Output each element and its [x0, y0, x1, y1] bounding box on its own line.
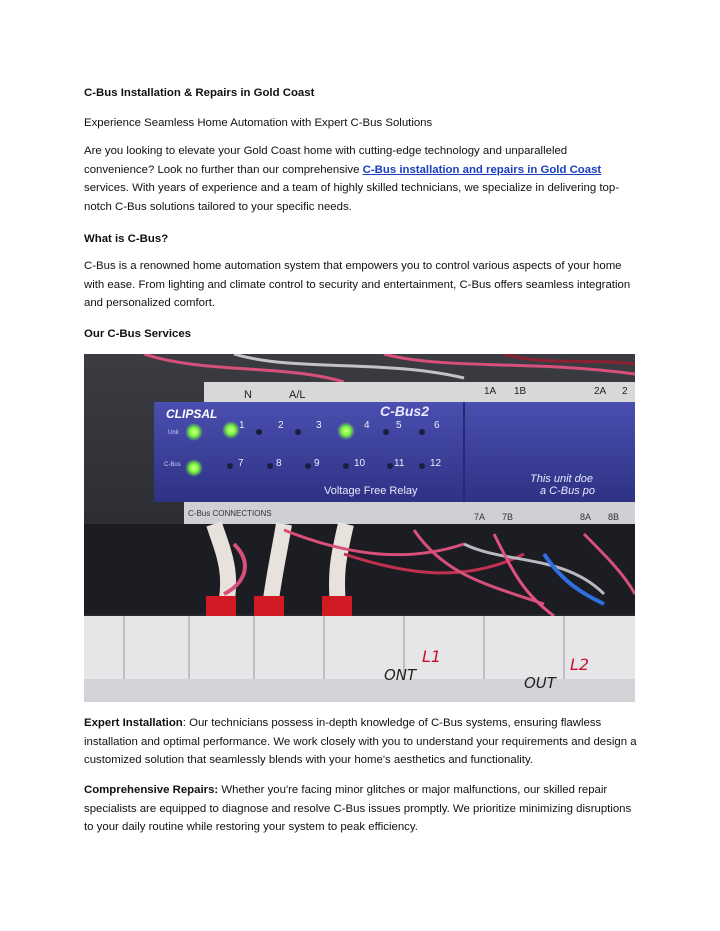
channel-led-11-icon: [387, 463, 393, 469]
side-text-line-1: This unit doe: [530, 473, 593, 485]
terminal-label-8a: 8A: [580, 512, 592, 522]
intro-paragraph: [84, 142, 640, 216]
handwritten-ont: ONT: [384, 666, 417, 684]
channel-num-11: 11: [394, 458, 405, 469]
cbus-led-icon: [185, 459, 203, 477]
terminal-label-1b: 1B: [514, 386, 527, 397]
channel-led-6-icon: [419, 429, 425, 435]
service-repairs-body: Whether you're facing minor glitches or major malfunctions, our skilled repair specialists are equipped to diagnose and resolve C-Bus issues promptly. We prioritize minimizing disruptions to your daily routine while restoring your system to peak efficiency.: [84, 784, 632, 834]
terminal-label-al: A/L: [289, 389, 306, 401]
intro-text-before: Are you looking to elevate your Gold Coast home with cutting-edge technology and unparalleled convenience? Look no further than our comprehensive: [84, 145, 568, 176]
services-heading: Our C-Bus Services: [84, 328, 191, 340]
cbus-services-link[interactable]: C-Bus installation and repairs in Gold Coast: [362, 163, 602, 176]
document-subtitle: Experience Seamless Home Automation with Expert C-Bus Solutions: [84, 117, 433, 129]
channel-num-1: 1: [239, 420, 245, 431]
service-installation-paragraph: [84, 714, 640, 770]
handwritten-out: OUT: [524, 674, 556, 692]
terminal-label-2: 2: [622, 386, 628, 397]
terminal-label-n: N: [244, 389, 252, 401]
channel-led-8-icon: [267, 463, 273, 469]
terminal-label-7a: 7A: [474, 512, 486, 522]
terminal-label-8b: 8B: [608, 512, 620, 522]
channel-led-10-icon: [343, 463, 349, 469]
what-is-heading: What is C-Bus?: [84, 233, 169, 245]
cbus2-logo: C-Bus2: [380, 403, 430, 419]
what-is-paragraph: C-Bus is a renowned home automation system that empowers you to control various aspects of your home with ease. From lighting and climate control to security and entertainment, C-Bus offers seamless integration and personalized comfort.: [84, 260, 631, 310]
channel-num-12: 12: [430, 458, 442, 469]
channel-led-3-icon: [295, 429, 301, 435]
channel-led-5-icon: [383, 429, 389, 435]
channel-led-4-icon: [337, 422, 355, 440]
channel-num-7: 7: [238, 458, 244, 469]
terminal-label-1a: 1A: [484, 386, 497, 397]
channel-num-6: 6: [434, 420, 440, 431]
cbus-relay-photo: [84, 354, 635, 702]
channel-led-1-icon: [222, 421, 240, 439]
service-installation-label: Expert Installation: [84, 717, 183, 729]
unit-row-label: Unit: [168, 430, 179, 436]
channel-num-10: 10: [354, 458, 366, 469]
terminal-label-2a: 2A: [594, 386, 607, 397]
clipsal-logo: CLIPSAL: [166, 407, 218, 421]
channel-led-12-icon: [419, 463, 425, 469]
handwritten-l1: L1: [422, 647, 442, 666]
channel-led-9-icon: [305, 463, 311, 469]
channel-num-2: 2: [278, 420, 284, 431]
document-title: C-Bus Installation & Repairs in Gold Coast: [84, 87, 315, 99]
cbus-row-label: C-Bus: [164, 462, 181, 468]
device-caption: Voltage Free Relay: [324, 485, 418, 497]
channel-led-2-icon: [256, 429, 262, 435]
side-text-line-2: a C-Bus po: [540, 485, 596, 497]
channel-num-8: 8: [276, 458, 282, 469]
terminal-label-7b: 7B: [502, 512, 514, 522]
intro-text-after: services. With years of experience and a team of highly skilled technicians, we specialize in delivering top-notch C-Bus solutions tailored to your specific needs.: [84, 182, 619, 213]
service-repairs-label: Comprehensive Repairs:: [84, 784, 219, 796]
handwritten-l2: L2: [570, 655, 590, 674]
unit-led-icon: [185, 423, 203, 441]
service-repairs-paragraph: [84, 781, 640, 837]
channel-num-4: 4: [364, 420, 370, 431]
service-installation-body: : Our technicians possess in-depth knowledge of C-Bus systems, ensuring flawless installation and optimal performance. We work closely with you to understand your requirements and design a customized solution that seamlessly blends with your home's aesthetics and functionality.: [84, 717, 637, 767]
channel-led-7-icon: [227, 463, 233, 469]
connections-label: C-Bus CONNECTIONS: [188, 509, 272, 518]
channel-num-3: 3: [316, 420, 322, 431]
channel-num-9: 9: [314, 458, 320, 469]
channel-num-5: 5: [396, 420, 402, 431]
